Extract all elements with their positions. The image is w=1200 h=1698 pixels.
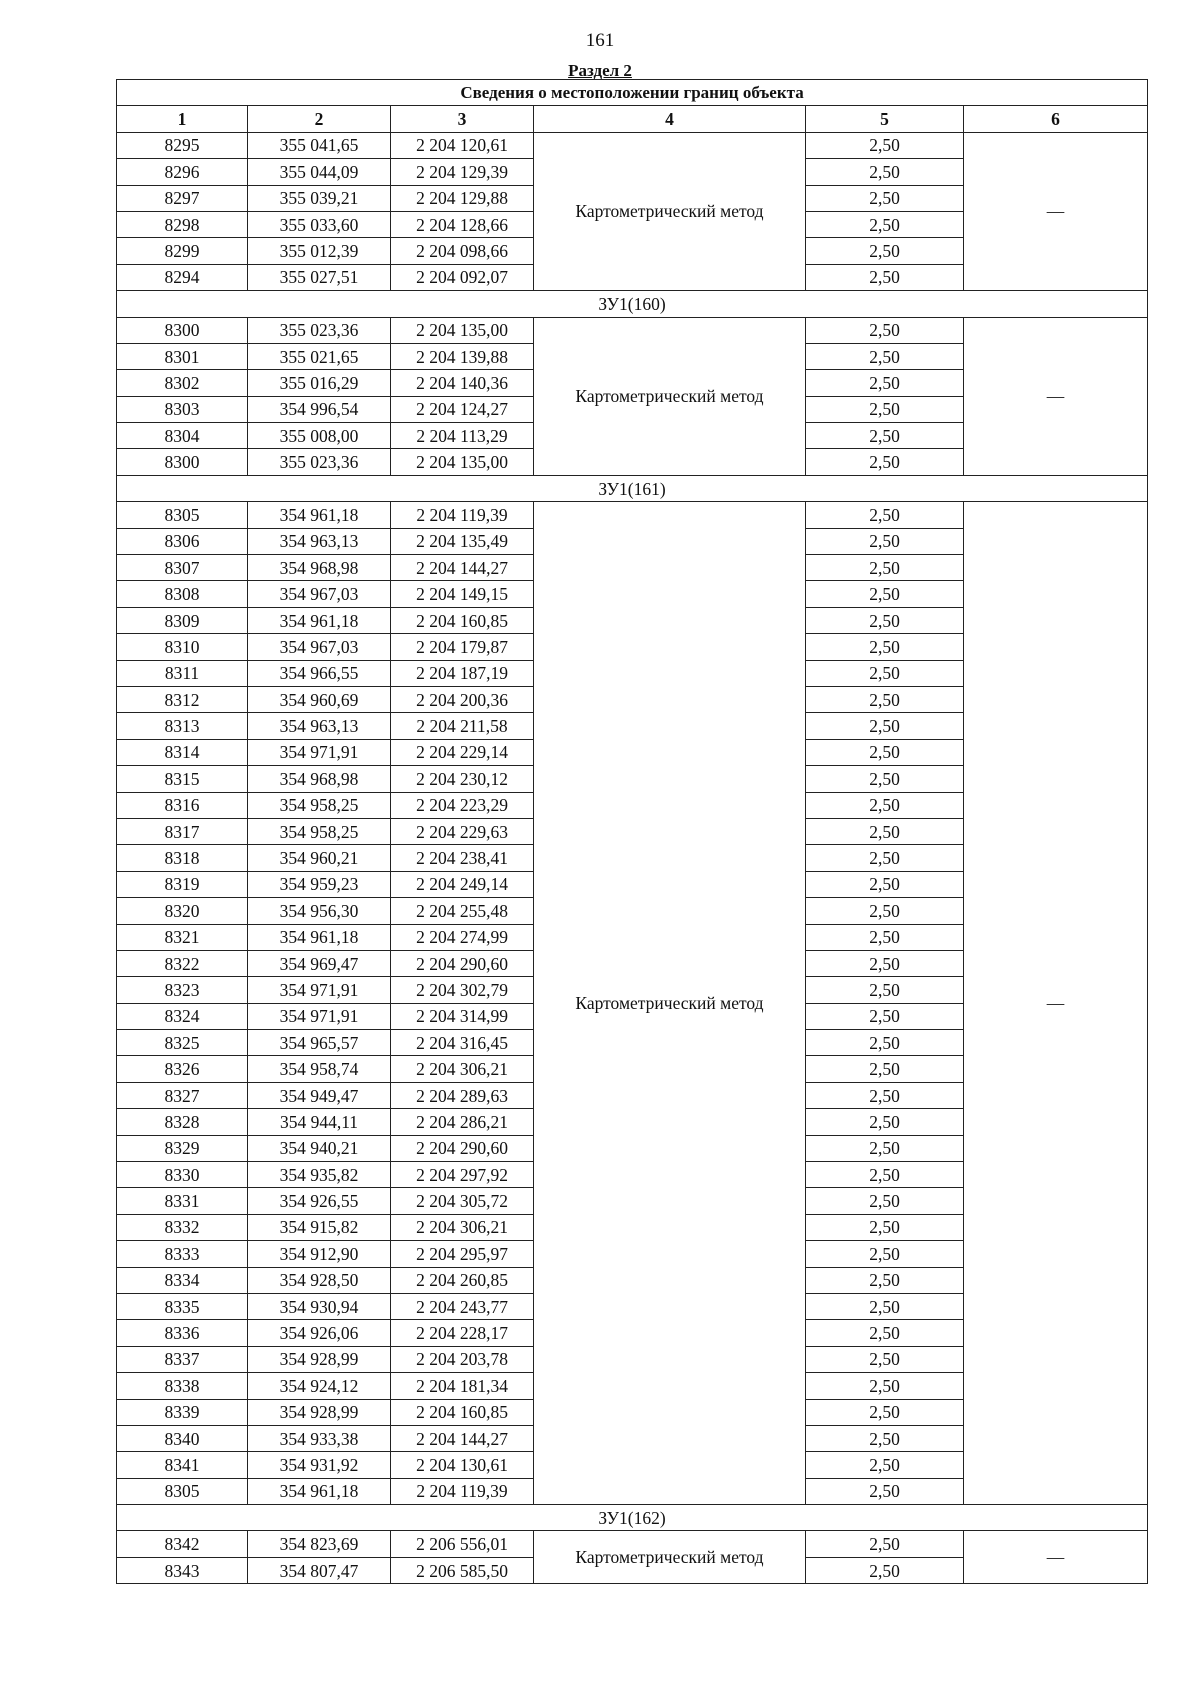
x-coordinate-cell: 354 968,98 [248, 766, 391, 792]
x-coordinate-cell: 354 966,55 [248, 660, 391, 686]
x-coordinate-cell: 354 958,25 [248, 818, 391, 844]
x-coordinate-cell: 354 956,30 [248, 898, 391, 924]
group-label-row [117, 475, 1148, 501]
y-coordinate-cell: 2 204 135,00 [391, 449, 534, 475]
y-coordinate-cell: 2 204 135,00 [391, 317, 534, 343]
accuracy-cell: 2,50 [806, 1030, 964, 1056]
table-body [117, 132, 1148, 1583]
point-number-cell: 8318 [117, 845, 248, 871]
x-coordinate-cell: 354 958,74 [248, 1056, 391, 1082]
x-coordinate-cell: 354 960,69 [248, 686, 391, 712]
x-coordinate-cell: 354 807,47 [248, 1557, 391, 1583]
column-header: 3 [391, 106, 534, 132]
accuracy-cell: 2,50 [806, 1241, 964, 1267]
x-coordinate-cell: 354 963,13 [248, 713, 391, 739]
point-number-cell: 8336 [117, 1320, 248, 1346]
point-number-cell: 8342 [117, 1531, 248, 1557]
y-coordinate-cell: 2 204 302,79 [391, 977, 534, 1003]
y-coordinate-cell: 2 204 092,07 [391, 264, 534, 290]
y-coordinate-cell: 2 204 289,63 [391, 1082, 534, 1108]
x-coordinate-cell: 354 940,21 [248, 1135, 391, 1161]
y-coordinate-cell: 2 204 228,17 [391, 1320, 534, 1346]
accuracy-cell: 2,50 [806, 1082, 964, 1108]
accuracy-cell: 2,50 [806, 1109, 964, 1135]
x-coordinate-cell: 355 023,36 [248, 317, 391, 343]
y-coordinate-cell: 2 204 314,99 [391, 1003, 534, 1029]
point-number-cell: 8314 [117, 739, 248, 765]
point-number-cell: 8340 [117, 1425, 248, 1451]
accuracy-cell: 2,50 [806, 766, 964, 792]
x-coordinate-cell: 354 963,13 [248, 528, 391, 554]
y-coordinate-cell: 2 204 229,14 [391, 739, 534, 765]
accuracy-cell: 2,50 [806, 132, 964, 158]
x-coordinate-cell: 355 027,51 [248, 264, 391, 290]
table-row [117, 502, 1148, 528]
y-coordinate-cell: 2 204 211,58 [391, 713, 534, 739]
y-coordinate-cell: 2 204 128,66 [391, 211, 534, 237]
y-coordinate-cell: 2 204 129,88 [391, 185, 534, 211]
accuracy-cell: 2,50 [806, 1478, 964, 1504]
accuracy-cell: 2,50 [806, 713, 964, 739]
x-coordinate-cell: 354 935,82 [248, 1162, 391, 1188]
y-coordinate-cell: 2 204 230,12 [391, 766, 534, 792]
group-label: ЗУ1(162) [117, 1505, 1148, 1531]
point-number-cell: 8343 [117, 1557, 248, 1583]
point-number-cell: 8325 [117, 1030, 248, 1056]
accuracy-cell: 2,50 [806, 528, 964, 554]
y-coordinate-cell: 2 204 160,85 [391, 1399, 534, 1425]
y-coordinate-cell: 2 204 305,72 [391, 1188, 534, 1214]
accuracy-cell: 2,50 [806, 1531, 964, 1557]
y-coordinate-cell: 2 204 140,36 [391, 370, 534, 396]
y-coordinate-cell: 2 204 144,27 [391, 555, 534, 581]
x-coordinate-cell: 354 949,47 [248, 1082, 391, 1108]
accuracy-cell: 2,50 [806, 185, 964, 211]
y-coordinate-cell: 2 204 129,39 [391, 159, 534, 185]
accuracy-cell: 2,50 [806, 686, 964, 712]
point-number-cell: 8328 [117, 1109, 248, 1135]
x-coordinate-cell: 355 039,21 [248, 185, 391, 211]
note-cell: — [964, 502, 1148, 1505]
accuracy-cell: 2,50 [806, 924, 964, 950]
point-number-cell: 8294 [117, 264, 248, 290]
y-coordinate-cell: 2 204 160,85 [391, 607, 534, 633]
accuracy-cell: 2,50 [806, 845, 964, 871]
accuracy-cell: 2,50 [806, 449, 964, 475]
accuracy-cell: 2,50 [806, 607, 964, 633]
accuracy-cell: 2,50 [806, 898, 964, 924]
group-label-row [117, 1505, 1148, 1531]
y-coordinate-cell: 2 204 130,61 [391, 1452, 534, 1478]
point-number-cell: 8311 [117, 660, 248, 686]
y-coordinate-cell: 2 204 243,77 [391, 1293, 534, 1319]
x-coordinate-cell: 355 016,29 [248, 370, 391, 396]
point-number-cell: 8309 [117, 607, 248, 633]
y-coordinate-cell: 2 204 113,29 [391, 423, 534, 449]
y-coordinate-cell: 2 204 274,99 [391, 924, 534, 950]
point-number-cell: 8305 [117, 1478, 248, 1504]
note-cell: — [964, 1531, 1148, 1584]
x-coordinate-cell: 355 023,36 [248, 449, 391, 475]
table-caption: Сведения о местоположении границ объекта [117, 80, 1148, 106]
x-coordinate-cell: 355 041,65 [248, 132, 391, 158]
point-number-cell: 8334 [117, 1267, 248, 1293]
method-cell: Картометрический метод [534, 502, 806, 1505]
y-coordinate-cell: 2 204 200,36 [391, 686, 534, 712]
x-coordinate-cell: 354 912,90 [248, 1241, 391, 1267]
accuracy-cell: 2,50 [806, 159, 964, 185]
accuracy-cell: 2,50 [806, 1214, 964, 1240]
x-coordinate-cell: 354 933,38 [248, 1425, 391, 1451]
table-caption-row [117, 80, 1148, 106]
y-coordinate-cell: 2 206 556,01 [391, 1531, 534, 1557]
point-number-cell: 8320 [117, 898, 248, 924]
table-row [117, 132, 1148, 158]
table-header-row [117, 106, 1148, 132]
accuracy-cell: 2,50 [806, 1425, 964, 1451]
x-coordinate-cell: 354 931,92 [248, 1452, 391, 1478]
y-coordinate-cell: 2 204 249,14 [391, 871, 534, 897]
point-number-cell: 8332 [117, 1214, 248, 1240]
y-coordinate-cell: 2 204 124,27 [391, 396, 534, 422]
x-coordinate-cell: 354 967,03 [248, 634, 391, 660]
x-coordinate-cell: 355 044,09 [248, 159, 391, 185]
x-coordinate-cell: 354 924,12 [248, 1373, 391, 1399]
method-cell: Картометрический метод [534, 317, 806, 475]
column-header: 1 [117, 106, 248, 132]
group-label: ЗУ1(160) [117, 291, 1148, 317]
y-coordinate-cell: 2 204 181,34 [391, 1373, 534, 1399]
accuracy-cell: 2,50 [806, 211, 964, 237]
point-number-cell: 8322 [117, 950, 248, 976]
accuracy-cell: 2,50 [806, 634, 964, 660]
point-number-cell: 8300 [117, 449, 248, 475]
x-coordinate-cell: 354 969,47 [248, 950, 391, 976]
point-number-cell: 8305 [117, 502, 248, 528]
x-coordinate-cell: 354 965,57 [248, 1030, 391, 1056]
accuracy-cell: 2,50 [806, 818, 964, 844]
point-number-cell: 8298 [117, 211, 248, 237]
section-title: Раздел 2 [568, 61, 632, 80]
point-number-cell: 8301 [117, 343, 248, 369]
x-coordinate-cell: 354 958,25 [248, 792, 391, 818]
point-number-cell: 8335 [117, 1293, 248, 1319]
accuracy-cell: 2,50 [806, 977, 964, 1003]
point-number-cell: 8338 [117, 1373, 248, 1399]
x-coordinate-cell: 354 971,91 [248, 739, 391, 765]
point-number-cell: 8337 [117, 1346, 248, 1372]
point-number-cell: 8295 [117, 132, 248, 158]
x-coordinate-cell: 354 926,55 [248, 1188, 391, 1214]
y-coordinate-cell: 2 204 306,21 [391, 1056, 534, 1082]
y-coordinate-cell: 2 204 290,60 [391, 1135, 534, 1161]
y-coordinate-cell: 2 204 238,41 [391, 845, 534, 871]
point-number-cell: 8308 [117, 581, 248, 607]
accuracy-cell: 2,50 [806, 792, 964, 818]
x-coordinate-cell: 354 959,23 [248, 871, 391, 897]
point-number-cell: 8310 [117, 634, 248, 660]
accuracy-cell: 2,50 [806, 1056, 964, 1082]
y-coordinate-cell: 2 204 135,49 [391, 528, 534, 554]
accuracy-cell: 2,50 [806, 555, 964, 581]
point-number-cell: 8326 [117, 1056, 248, 1082]
point-number-cell: 8327 [117, 1082, 248, 1108]
point-number-cell: 8303 [117, 396, 248, 422]
y-coordinate-cell: 2 204 286,21 [391, 1109, 534, 1135]
y-coordinate-cell: 2 204 098,66 [391, 238, 534, 264]
accuracy-cell: 2,50 [806, 370, 964, 396]
point-number-cell: 8323 [117, 977, 248, 1003]
accuracy-cell: 2,50 [806, 871, 964, 897]
y-coordinate-cell: 2 204 223,29 [391, 792, 534, 818]
accuracy-cell: 2,50 [806, 1346, 964, 1372]
point-number-cell: 8315 [117, 766, 248, 792]
page-number: 161 [585, 30, 615, 51]
column-header: 4 [534, 106, 806, 132]
accuracy-cell: 2,50 [806, 660, 964, 686]
point-number-cell: 8330 [117, 1162, 248, 1188]
y-coordinate-cell: 2 204 139,88 [391, 343, 534, 369]
group-label-row [117, 291, 1148, 317]
y-coordinate-cell: 2 204 295,97 [391, 1241, 534, 1267]
accuracy-cell: 2,50 [806, 1320, 964, 1346]
accuracy-cell: 2,50 [806, 1399, 964, 1425]
table-row [117, 317, 1148, 343]
point-number-cell: 8324 [117, 1003, 248, 1029]
point-number-cell: 8316 [117, 792, 248, 818]
x-coordinate-cell: 355 008,00 [248, 423, 391, 449]
x-coordinate-cell: 354 971,91 [248, 977, 391, 1003]
point-number-cell: 8299 [117, 238, 248, 264]
table-row [117, 1531, 1148, 1557]
point-number-cell: 8297 [117, 185, 248, 211]
note-cell: — [964, 317, 1148, 475]
x-coordinate-cell: 354 928,99 [248, 1399, 391, 1425]
x-coordinate-cell: 354 928,99 [248, 1346, 391, 1372]
column-header: 5 [806, 106, 964, 132]
point-number-cell: 8317 [117, 818, 248, 844]
x-coordinate-cell: 354 944,11 [248, 1109, 391, 1135]
y-coordinate-cell: 2 204 144,27 [391, 1425, 534, 1451]
x-coordinate-cell: 354 961,18 [248, 502, 391, 528]
accuracy-cell: 2,50 [806, 1135, 964, 1161]
x-coordinate-cell: 354 823,69 [248, 1531, 391, 1557]
accuracy-cell: 2,50 [806, 396, 964, 422]
x-coordinate-cell: 355 033,60 [248, 211, 391, 237]
method-cell: Картометрический метод [534, 1531, 806, 1584]
point-number-cell: 8319 [117, 871, 248, 897]
point-number-cell: 8341 [117, 1452, 248, 1478]
accuracy-cell: 2,50 [806, 1452, 964, 1478]
point-number-cell: 8304 [117, 423, 248, 449]
y-coordinate-cell: 2 206 585,50 [391, 1557, 534, 1583]
x-coordinate-cell: 355 021,65 [248, 343, 391, 369]
point-number-cell: 8296 [117, 159, 248, 185]
point-number-cell: 8313 [117, 713, 248, 739]
x-coordinate-cell: 354 915,82 [248, 1214, 391, 1240]
x-coordinate-cell: 354 926,06 [248, 1320, 391, 1346]
y-coordinate-cell: 2 204 149,15 [391, 581, 534, 607]
y-coordinate-cell: 2 204 179,87 [391, 634, 534, 660]
accuracy-cell: 2,50 [806, 1373, 964, 1399]
note-cell: — [964, 132, 1148, 290]
accuracy-cell: 2,50 [806, 1293, 964, 1319]
y-coordinate-cell: 2 204 187,19 [391, 660, 534, 686]
accuracy-cell: 2,50 [806, 739, 964, 765]
point-number-cell: 8302 [117, 370, 248, 396]
column-header: 6 [964, 106, 1148, 132]
y-coordinate-cell: 2 204 297,92 [391, 1162, 534, 1188]
x-coordinate-cell: 354 961,18 [248, 607, 391, 633]
point-number-cell: 8300 [117, 317, 248, 343]
y-coordinate-cell: 2 204 306,21 [391, 1214, 534, 1240]
y-coordinate-cell: 2 204 229,63 [391, 818, 534, 844]
point-number-cell: 8333 [117, 1241, 248, 1267]
accuracy-cell: 2,50 [806, 238, 964, 264]
y-coordinate-cell: 2 204 120,61 [391, 132, 534, 158]
accuracy-cell: 2,50 [806, 1188, 964, 1214]
y-coordinate-cell: 2 204 119,39 [391, 1478, 534, 1504]
x-coordinate-cell: 354 961,18 [248, 1478, 391, 1504]
accuracy-cell: 2,50 [806, 950, 964, 976]
x-coordinate-cell: 354 961,18 [248, 924, 391, 950]
y-coordinate-cell: 2 204 119,39 [391, 502, 534, 528]
x-coordinate-cell: 354 928,50 [248, 1267, 391, 1293]
accuracy-cell: 2,50 [806, 502, 964, 528]
accuracy-cell: 2,50 [806, 423, 964, 449]
y-coordinate-cell: 2 204 203,78 [391, 1346, 534, 1372]
accuracy-cell: 2,50 [806, 1162, 964, 1188]
accuracy-cell: 2,50 [806, 264, 964, 290]
x-coordinate-cell: 354 996,54 [248, 396, 391, 422]
coordinates-table [116, 79, 1148, 1584]
y-coordinate-cell: 2 204 316,45 [391, 1030, 534, 1056]
point-number-cell: 8321 [117, 924, 248, 950]
y-coordinate-cell: 2 204 255,48 [391, 898, 534, 924]
x-coordinate-cell: 354 968,98 [248, 555, 391, 581]
point-number-cell: 8306 [117, 528, 248, 554]
accuracy-cell: 2,50 [806, 343, 964, 369]
x-coordinate-cell: 354 971,91 [248, 1003, 391, 1029]
accuracy-cell: 2,50 [806, 317, 964, 343]
x-coordinate-cell: 354 967,03 [248, 581, 391, 607]
point-number-cell: 8312 [117, 686, 248, 712]
x-coordinate-cell: 354 930,94 [248, 1293, 391, 1319]
x-coordinate-cell: 355 012,39 [248, 238, 391, 264]
accuracy-cell: 2,50 [806, 581, 964, 607]
column-header: 2 [248, 106, 391, 132]
x-coordinate-cell: 354 960,21 [248, 845, 391, 871]
point-number-cell: 8329 [117, 1135, 248, 1161]
method-cell: Картометрический метод [534, 132, 806, 290]
accuracy-cell: 2,50 [806, 1557, 964, 1583]
point-number-cell: 8339 [117, 1399, 248, 1425]
y-coordinate-cell: 2 204 290,60 [391, 950, 534, 976]
y-coordinate-cell: 2 204 260,85 [391, 1267, 534, 1293]
accuracy-cell: 2,50 [806, 1267, 964, 1293]
point-number-cell: 8331 [117, 1188, 248, 1214]
point-number-cell: 8307 [117, 555, 248, 581]
group-label: ЗУ1(161) [117, 475, 1148, 501]
accuracy-cell: 2,50 [806, 1003, 964, 1029]
